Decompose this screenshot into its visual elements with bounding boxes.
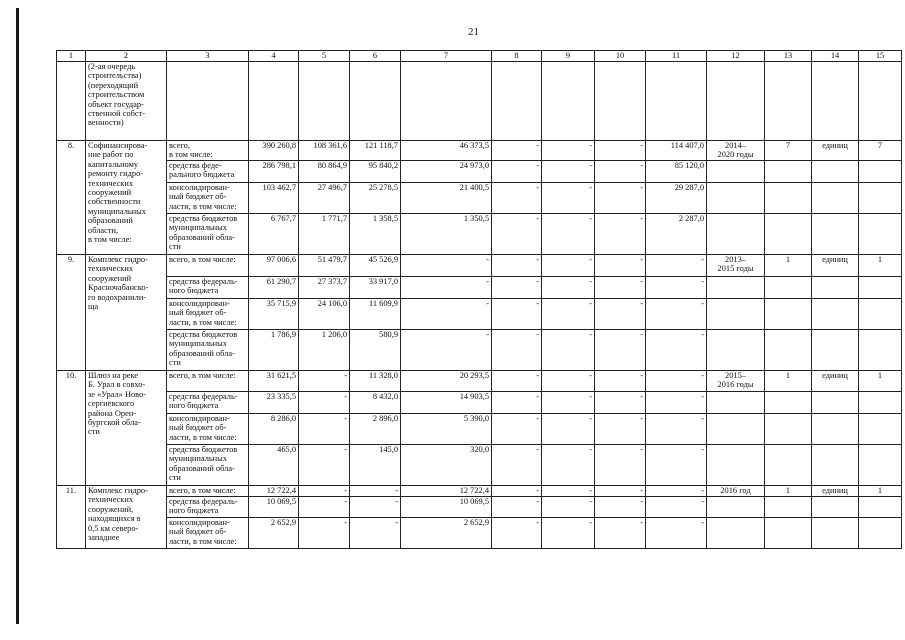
- amount-cell: 12 722,4: [249, 486, 299, 497]
- amount-cell: -: [492, 371, 542, 392]
- empty-cell: [707, 414, 765, 445]
- funding-source: всего, в том числе:: [167, 371, 249, 392]
- amount-cell: -: [542, 371, 595, 392]
- header-cell: 14: [812, 51, 859, 62]
- amount-cell: -: [595, 299, 646, 330]
- amount-cell: -: [595, 183, 646, 214]
- amount-cell: 51 479,7: [299, 255, 350, 277]
- funding-source: средства федераль- ного бюджета: [167, 277, 249, 299]
- empty-cell: [707, 161, 765, 183]
- amount-cell: -: [595, 414, 646, 445]
- amount-cell: -: [542, 183, 595, 214]
- project-description: Шлюз на реке Б. Урал в совхо- зе «Урал» Ново- сергиевского района Орен- бургской обла- сти: [86, 371, 167, 486]
- funding-source: всего, в том числе:: [167, 255, 249, 277]
- amount-cell: -: [646, 445, 707, 486]
- empty-cell: [859, 518, 902, 549]
- amount-cell: 11 328,0: [350, 371, 401, 392]
- header-cell: 9: [542, 51, 595, 62]
- amount-cell: 114 407,0: [646, 141, 707, 161]
- amount-cell: 97 006,6: [249, 255, 299, 277]
- header-cell: 10: [595, 51, 646, 62]
- quantity-cell: 1: [765, 486, 812, 497]
- amount-cell: 45 526,9: [350, 255, 401, 277]
- header-row: [57, 51, 902, 62]
- table-row: [57, 214, 902, 255]
- total-cell: 1: [859, 255, 902, 277]
- total-cell: 1: [859, 371, 902, 392]
- amount-cell: 1 358,5: [350, 214, 401, 255]
- amount-cell: 580,9: [350, 330, 401, 371]
- funding-source: консолидирован- ный бюджет об- ласти, в том числе:: [167, 518, 249, 549]
- empty-cell: [859, 392, 902, 414]
- empty-cell: [707, 299, 765, 330]
- table-row: [57, 486, 902, 497]
- empty-cell: [812, 161, 859, 183]
- project-number: 11.: [57, 486, 86, 549]
- empty-cell: [859, 299, 902, 330]
- empty-cell: [812, 414, 859, 445]
- amount-cell: 8 286,0: [249, 414, 299, 445]
- amount-cell: 31 621,5: [249, 371, 299, 392]
- page-number: 21: [468, 26, 479, 38]
- funding-source: всего, в том числе:: [167, 486, 249, 497]
- amount-cell: 2 652,9: [249, 518, 299, 549]
- empty-cell: [859, 214, 902, 255]
- funding-source: средства федераль- ного бюджета: [167, 392, 249, 414]
- amount-cell: 103 462,7: [249, 183, 299, 214]
- empty-cell: [492, 62, 542, 141]
- empty-cell: [859, 330, 902, 371]
- amount-cell: -: [595, 371, 646, 392]
- amount-cell: -: [595, 214, 646, 255]
- empty-cell: [249, 62, 299, 141]
- table-row: [57, 299, 902, 330]
- empty-cell: [765, 497, 812, 518]
- amount-cell: -: [299, 497, 350, 518]
- amount-cell: -: [492, 277, 542, 299]
- amount-cell: -: [299, 486, 350, 497]
- empty-cell: [401, 62, 492, 141]
- amount-cell: -: [401, 330, 492, 371]
- header-cell: 5: [299, 51, 350, 62]
- amount-cell: -: [595, 392, 646, 414]
- empty-cell: [859, 183, 902, 214]
- amount-cell: -: [646, 392, 707, 414]
- funding-source: средства бюджетов муниципальных образований обла- сти: [167, 445, 249, 486]
- amount-cell: -: [595, 445, 646, 486]
- empty-cell: [765, 299, 812, 330]
- header-cell: 13: [765, 51, 812, 62]
- total-cell: 1: [859, 486, 902, 497]
- amount-cell: -: [492, 486, 542, 497]
- amount-cell: -: [595, 141, 646, 161]
- empty-cell: [859, 161, 902, 183]
- table-row: [57, 392, 902, 414]
- amount-cell: 145,0: [350, 445, 401, 486]
- amount-cell: -: [350, 497, 401, 518]
- amount-cell: -: [492, 497, 542, 518]
- page-binding-line: [16, 8, 19, 624]
- budget-table: [56, 50, 902, 549]
- table-row: [57, 161, 902, 183]
- amount-cell: -: [492, 255, 542, 277]
- empty-cell: [299, 62, 350, 141]
- amount-cell: 8 432,0: [350, 392, 401, 414]
- amount-cell: 85 120,0: [646, 161, 707, 183]
- empty-cell: [812, 299, 859, 330]
- project-description: Комплекс гидро- технических сооружений, находящихся в 0,5 км северо- западнее: [86, 486, 167, 549]
- empty-cell: [812, 392, 859, 414]
- period-cell: 2015– 2016 годы: [707, 371, 765, 392]
- empty-cell: [765, 183, 812, 214]
- amount-cell: -: [542, 255, 595, 277]
- amount-cell: -: [350, 518, 401, 549]
- amount-cell: 11 609,9: [350, 299, 401, 330]
- header-cell: 8: [492, 51, 542, 62]
- table-row: [57, 414, 902, 445]
- amount-cell: -: [542, 414, 595, 445]
- empty-cell: [859, 62, 902, 141]
- amount-cell: -: [595, 330, 646, 371]
- empty-cell: [707, 183, 765, 214]
- amount-cell: 35 715,9: [249, 299, 299, 330]
- amount-cell: 2 896,0: [350, 414, 401, 445]
- amount-cell: -: [350, 486, 401, 497]
- amount-cell: 10 069,5: [249, 497, 299, 518]
- amount-cell: -: [646, 414, 707, 445]
- amount-cell: 25 278,5: [350, 183, 401, 214]
- description-cell: (2-ая очередь строительства) (переходящий строительством объект государ- ственной собст- венности): [86, 62, 167, 141]
- number-cell: [57, 62, 86, 141]
- funding-source: средства федераль- ного бюджета: [167, 497, 249, 518]
- amount-cell: 27 373,7: [299, 277, 350, 299]
- continuation-row: [57, 62, 902, 141]
- amount-cell: -: [646, 277, 707, 299]
- amount-cell: -: [299, 518, 350, 549]
- amount-cell: -: [492, 214, 542, 255]
- empty-cell: [765, 330, 812, 371]
- funding-source: всего, в том числе:: [167, 141, 249, 161]
- table-row: [57, 497, 902, 518]
- header-cell: 15: [859, 51, 902, 62]
- amount-cell: -: [595, 255, 646, 277]
- amount-cell: 1 350,5: [401, 214, 492, 255]
- empty-cell: [707, 518, 765, 549]
- empty-cell: [812, 277, 859, 299]
- empty-cell: [707, 392, 765, 414]
- table-row: [57, 277, 902, 299]
- amount-cell: -: [595, 486, 646, 497]
- header-cell: 7: [401, 51, 492, 62]
- amount-cell: -: [492, 141, 542, 161]
- table-row: [57, 330, 902, 371]
- empty-cell: [765, 161, 812, 183]
- empty-cell: [812, 518, 859, 549]
- quantity-cell: 7: [765, 141, 812, 161]
- amount-cell: -: [492, 330, 542, 371]
- amount-cell: -: [542, 486, 595, 497]
- header-cell: 6: [350, 51, 401, 62]
- amount-cell: -: [542, 299, 595, 330]
- amount-cell: -: [646, 255, 707, 277]
- amount-cell: -: [542, 141, 595, 161]
- empty-cell: [812, 183, 859, 214]
- period-cell: 2016 год: [707, 486, 765, 497]
- amount-cell: -: [646, 518, 707, 549]
- header-cell: 4: [249, 51, 299, 62]
- amount-cell: -: [595, 497, 646, 518]
- empty-cell: [167, 62, 249, 141]
- empty-cell: [707, 214, 765, 255]
- amount-cell: 20 293,5: [401, 371, 492, 392]
- amount-cell: -: [401, 255, 492, 277]
- amount-cell: -: [646, 371, 707, 392]
- empty-cell: [707, 497, 765, 518]
- table-row: [57, 445, 902, 486]
- amount-cell: -: [492, 183, 542, 214]
- amount-cell: 33 917,0: [350, 277, 401, 299]
- empty-cell: [812, 497, 859, 518]
- empty-cell: [646, 62, 707, 141]
- amount-cell: 12 722,4: [401, 486, 492, 497]
- amount-cell: 14 903,5: [401, 392, 492, 414]
- header-cell: 2: [86, 51, 167, 62]
- funding-source: консолидирован- ный бюджет об- ласти, в том числе:: [167, 299, 249, 330]
- unit-cell: единиц: [812, 371, 859, 392]
- amount-cell: -: [542, 161, 595, 183]
- unit-cell: единиц: [812, 255, 859, 277]
- amount-cell: 80 864,9: [299, 161, 350, 183]
- period-cell: 2014– 2020 годы: [707, 141, 765, 161]
- amount-cell: 95 840,2: [350, 161, 401, 183]
- funding-source: средства бюджетов муниципальных образований обла- сти: [167, 214, 249, 255]
- amount-cell: 5 390,0: [401, 414, 492, 445]
- amount-cell: -: [646, 299, 707, 330]
- amount-cell: 465,0: [249, 445, 299, 486]
- amount-cell: -: [299, 414, 350, 445]
- project-number: 9.: [57, 255, 86, 371]
- amount-cell: 121 118,7: [350, 141, 401, 161]
- amount-cell: -: [542, 277, 595, 299]
- empty-cell: [707, 62, 765, 141]
- amount-cell: 286 798,1: [249, 161, 299, 183]
- empty-cell: [542, 62, 595, 141]
- amount-cell: -: [542, 497, 595, 518]
- project-description: Комплекс гидро- технических сооружений Красночабанско- го водохранили- ща: [86, 255, 167, 371]
- amount-cell: 24 106,0: [299, 299, 350, 330]
- table-row: [57, 183, 902, 214]
- empty-cell: [859, 497, 902, 518]
- empty-cell: [595, 62, 646, 141]
- amount-cell: -: [646, 486, 707, 497]
- amount-cell: 390 260,8: [249, 141, 299, 161]
- header-cell: 3: [167, 51, 249, 62]
- amount-cell: -: [299, 445, 350, 486]
- table-row: [57, 255, 902, 277]
- amount-cell: 23 335,5: [249, 392, 299, 414]
- amount-cell: -: [595, 518, 646, 549]
- empty-cell: [707, 330, 765, 371]
- amount-cell: -: [646, 497, 707, 518]
- empty-cell: [812, 330, 859, 371]
- unit-cell: единиц: [812, 486, 859, 497]
- empty-cell: [765, 414, 812, 445]
- amount-cell: -: [492, 299, 542, 330]
- table-row: [57, 141, 902, 161]
- amount-cell: -: [492, 414, 542, 445]
- project-number: 8.: [57, 141, 86, 255]
- header-cell: 12: [707, 51, 765, 62]
- empty-cell: [812, 62, 859, 141]
- project-description: Софинансирова- ние работ по капитальному ремонту гидро- технических сооружений собственности муниципальных образований области, в том числе:: [86, 141, 167, 255]
- amount-cell: -: [542, 330, 595, 371]
- funding-source: средства феде- рального бюджета: [167, 161, 249, 183]
- amount-cell: 21 400,5: [401, 183, 492, 214]
- unit-cell: единиц: [812, 141, 859, 161]
- empty-cell: [859, 414, 902, 445]
- amount-cell: 29 287,0: [646, 183, 707, 214]
- amount-cell: 46 373,5: [401, 141, 492, 161]
- amount-cell: 24 973,0: [401, 161, 492, 183]
- empty-cell: [765, 62, 812, 141]
- empty-cell: [765, 518, 812, 549]
- amount-cell: 61 290,7: [249, 277, 299, 299]
- amount-cell: 27 496,7: [299, 183, 350, 214]
- amount-cell: 6 767,7: [249, 214, 299, 255]
- amount-cell: -: [401, 277, 492, 299]
- amount-cell: -: [299, 392, 350, 414]
- period-cell: 2013– 2015 годы: [707, 255, 765, 277]
- total-cell: 7: [859, 141, 902, 161]
- header-cell: 11: [646, 51, 707, 62]
- empty-cell: [765, 392, 812, 414]
- amount-cell: 10 069,5: [401, 497, 492, 518]
- amount-cell: 108 361,6: [299, 141, 350, 161]
- amount-cell: -: [595, 277, 646, 299]
- quantity-cell: 1: [765, 371, 812, 392]
- amount-cell: -: [542, 214, 595, 255]
- amount-cell: 320,0: [401, 445, 492, 486]
- amount-cell: 1 786,9: [249, 330, 299, 371]
- amount-cell: 1 771,7: [299, 214, 350, 255]
- empty-cell: [859, 277, 902, 299]
- amount-cell: -: [542, 445, 595, 486]
- empty-cell: [765, 445, 812, 486]
- empty-cell: [350, 62, 401, 141]
- amount-cell: -: [401, 299, 492, 330]
- amount-cell: 1 206,0: [299, 330, 350, 371]
- table-row: [57, 371, 902, 392]
- amount-cell: -: [492, 518, 542, 549]
- empty-cell: [765, 214, 812, 255]
- project-number: 10.: [57, 371, 86, 486]
- funding-source: консолидирован- ный бюджет об- ласти, в том числе:: [167, 414, 249, 445]
- quantity-cell: 1: [765, 255, 812, 277]
- empty-cell: [812, 214, 859, 255]
- amount-cell: -: [492, 392, 542, 414]
- amount-cell: 2 652,9: [401, 518, 492, 549]
- amount-cell: -: [492, 445, 542, 486]
- funding-source: консолидирован- ный бюджет об- ласти, в том числе:: [167, 183, 249, 214]
- header-cell: 1: [57, 51, 86, 62]
- empty-cell: [765, 277, 812, 299]
- amount-cell: -: [542, 518, 595, 549]
- empty-cell: [707, 277, 765, 299]
- amount-cell: -: [492, 161, 542, 183]
- amount-cell: -: [542, 392, 595, 414]
- empty-cell: [707, 445, 765, 486]
- amount-cell: 2 287,0: [646, 214, 707, 255]
- amount-cell: -: [595, 161, 646, 183]
- empty-cell: [859, 445, 902, 486]
- amount-cell: -: [299, 371, 350, 392]
- funding-source: средства бюджетов муниципальных образований обла- сти: [167, 330, 249, 371]
- table-row: [57, 518, 902, 549]
- amount-cell: -: [646, 330, 707, 371]
- empty-cell: [812, 445, 859, 486]
